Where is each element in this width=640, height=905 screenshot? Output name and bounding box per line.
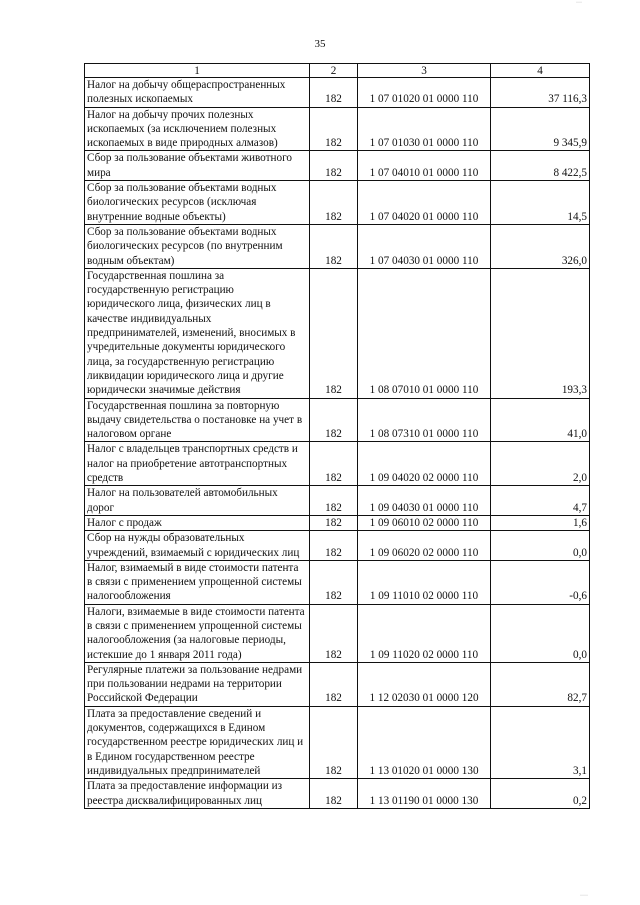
row-name-cell: Налог на добычу прочих полезных ископаемых (за исключением полезных ископаемых в виде природных алмазов)	[85, 107, 310, 151]
row-amount-cell: 3,1	[491, 706, 590, 778]
row-amount-cell: 1,6	[491, 515, 590, 530]
row-name-cell: Налог на добычу общераспространенных полезных ископаемых	[85, 78, 310, 108]
table-row	[85, 151, 590, 181]
row-code-cell: 1 07 01020 01 0000 110	[358, 78, 491, 108]
row-amount-cell: -0,6	[491, 560, 590, 604]
row-name-cell: Налог, взимаемый в виде стоимости патента в связи с применением упрощенной системы налогообложения	[85, 560, 310, 604]
row-amount-cell: 82,7	[491, 662, 590, 706]
row-code-cell: 1 12 02030 01 0000 120	[358, 662, 491, 706]
row-name-cell: Плата за предоставление сведений и документов, содержащихся в Едином государственном реестре юридических лиц и в Едином государственном реестре индивидуальных предпринимателей	[85, 706, 310, 778]
row-code-cell: 1 09 04030 01 0000 110	[358, 486, 491, 516]
page-number: 35	[314, 38, 326, 50]
row-amount-cell: 4,7	[491, 486, 590, 516]
row-code-cell: 1 08 07010 01 0000 110	[358, 268, 491, 398]
row-name-cell: Государственная пошлина за государственную регистрацию юридического лица, физических лиц в качестве индивидуальных предпринимателей, изменений, вносимых в учредительные документы юридического лица, за государственную регистрацию ликвидации юридического лица и другие юридически значимые действия	[85, 268, 310, 398]
table-row	[85, 662, 590, 706]
table-row	[85, 486, 590, 516]
row-col2-cell: 182	[310, 515, 358, 530]
row-col2-cell: 182	[310, 398, 358, 442]
table-row	[85, 107, 590, 151]
row-code-cell: 1 07 01030 01 0000 110	[358, 107, 491, 151]
row-col2-cell: 182	[310, 706, 358, 778]
row-amount-cell: 0,0	[491, 531, 590, 561]
row-col2-cell: 182	[310, 224, 358, 268]
scan-mark-bottom: ····	[580, 893, 588, 899]
row-col2-cell: 182	[310, 779, 358, 809]
row-code-cell: 1 09 11010 02 0000 110	[358, 560, 491, 604]
table-row	[85, 181, 590, 225]
row-amount-cell: 326,0	[491, 224, 590, 268]
table-row	[85, 779, 590, 809]
table-header-row	[85, 64, 590, 78]
row-name-cell: Государственная пошлина за повторную выдачу свидетельства о постановке на учет в налоговом органе	[85, 398, 310, 442]
row-col2-cell: 182	[310, 560, 358, 604]
row-code-cell: 1 09 06020 02 0000 110	[358, 531, 491, 561]
table-row	[85, 442, 590, 486]
row-name-cell: Налог с владельцев транспортных средств и налог на приобретение автотранспортных средств	[85, 442, 310, 486]
row-col2-cell: 182	[310, 268, 358, 398]
row-name-cell: Сбор на нужды образовательных учреждений, взимаемый с юридических лиц	[85, 531, 310, 561]
row-name-cell: Сбор за пользование объектами водных биологических ресурсов (по внутренним водным объектам)	[85, 224, 310, 268]
row-code-cell: 1 09 06010 02 0000 110	[358, 515, 491, 530]
row-code-cell: 1 13 01190 01 0000 130	[358, 779, 491, 809]
row-amount-cell: 8 422,5	[491, 151, 590, 181]
table-row	[85, 531, 590, 561]
row-amount-cell: 14,5	[491, 181, 590, 225]
row-code-cell: 1 09 04020 02 0000 110	[358, 442, 491, 486]
row-name-cell: Налог на пользователей автомобильных дорог	[85, 486, 310, 516]
revenue-table	[84, 63, 590, 809]
row-amount-cell: 0,2	[491, 779, 590, 809]
row-code-cell: 1 07 04030 01 0000 110	[358, 224, 491, 268]
table-row	[85, 515, 590, 530]
table-row	[85, 560, 590, 604]
row-amount-cell: 2,0	[491, 442, 590, 486]
row-name-cell: Налоги, взимаемые в виде стоимости патента в связи с применением упрощенной системы налогообложения (за налоговые периоды, истекшие до 1 января 2011 года)	[85, 604, 310, 662]
row-amount-cell: 0,0	[491, 604, 590, 662]
row-col2-cell: 182	[310, 604, 358, 662]
row-code-cell: 1 09 11020 02 0000 110	[358, 604, 491, 662]
row-col2-cell: 182	[310, 531, 358, 561]
table-body	[85, 78, 590, 809]
table-row	[85, 706, 590, 778]
table-row	[85, 78, 590, 108]
row-name-cell: Налог с продаж	[85, 515, 310, 530]
header-col-4: 4	[491, 64, 590, 78]
table-row	[85, 268, 590, 398]
row-col2-cell: 182	[310, 486, 358, 516]
row-col2-cell: 182	[310, 78, 358, 108]
table-row	[85, 398, 590, 442]
row-name-cell: Плата за предоставление информации из реестра дисквалифицированных лиц	[85, 779, 310, 809]
row-col2-cell: 182	[310, 181, 358, 225]
row-code-cell: 1 13 01020 01 0000 130	[358, 706, 491, 778]
header-col-3: 3	[358, 64, 491, 78]
row-amount-cell: 193,3	[491, 268, 590, 398]
row-name-cell: Регулярные платежи за пользование недрами при пользовании недрами на территории Российской Федерации	[85, 662, 310, 706]
row-amount-cell: 37 116,3	[491, 78, 590, 108]
row-col2-cell: 182	[310, 151, 358, 181]
row-name-cell: Сбор за пользование объектами водных биологических ресурсов (исключая внутренние водные объекты)	[85, 181, 310, 225]
scan-mark-top: ···	[576, 0, 582, 6]
table-row	[85, 224, 590, 268]
table-row	[85, 604, 590, 662]
row-code-cell: 1 08 07310 01 0000 110	[358, 398, 491, 442]
header-col-2: 2	[310, 64, 358, 78]
row-name-cell: Сбор за пользование объектами животного мира	[85, 151, 310, 181]
row-col2-cell: 182	[310, 662, 358, 706]
row-code-cell: 1 07 04020 01 0000 110	[358, 181, 491, 225]
row-col2-cell: 182	[310, 107, 358, 151]
row-amount-cell: 9 345,9	[491, 107, 590, 151]
header-col-1: 1	[85, 64, 310, 78]
row-col2-cell: 182	[310, 442, 358, 486]
row-amount-cell: 41,0	[491, 398, 590, 442]
row-code-cell: 1 07 04010 01 0000 110	[358, 151, 491, 181]
